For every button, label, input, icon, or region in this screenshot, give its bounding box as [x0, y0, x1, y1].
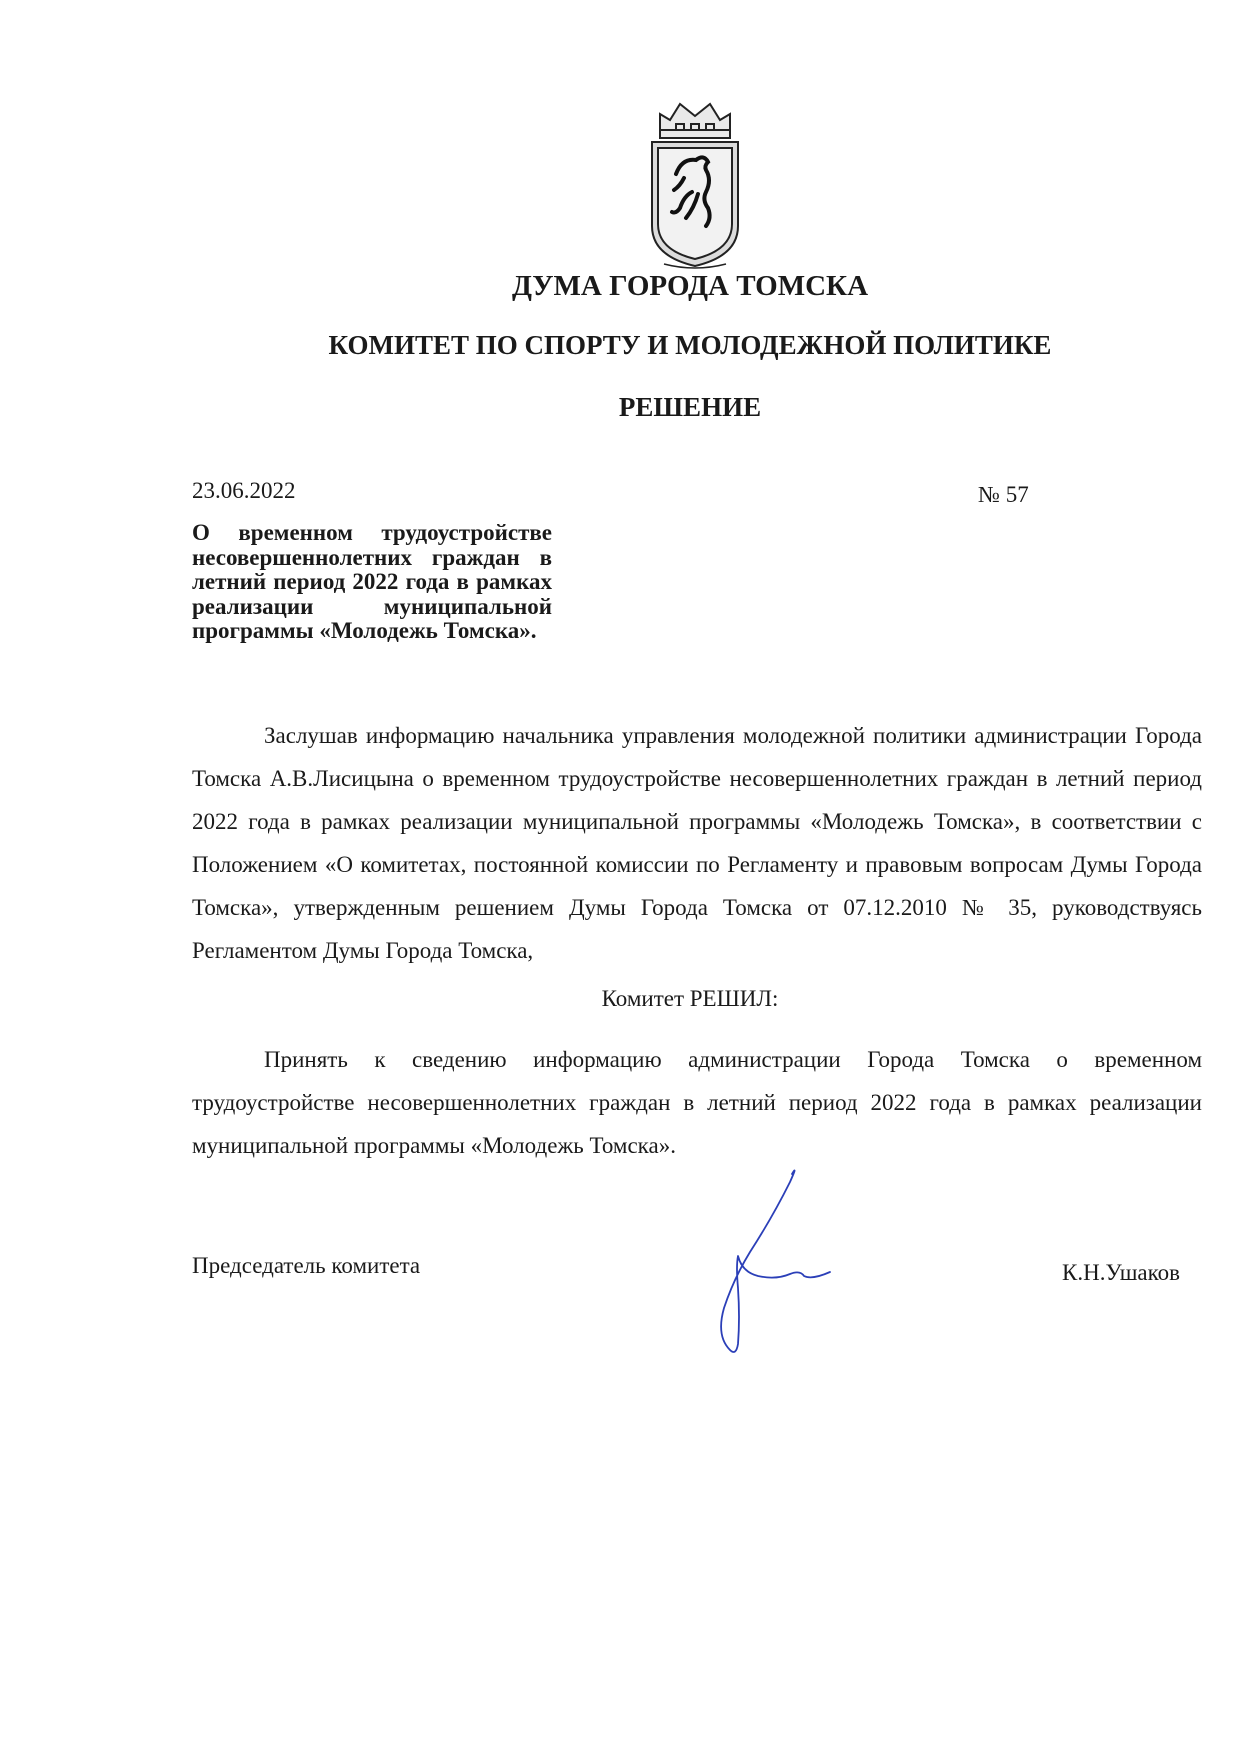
- coat-of-arms-icon: [646, 96, 744, 274]
- decision-number: № 57: [978, 482, 1029, 507]
- handwritten-signature: [680, 1168, 860, 1358]
- document-type: РЕШЕНИЕ: [618, 392, 762, 422]
- organization-title: ДУМА ГОРОДА ТОМСКА: [511, 270, 869, 302]
- resolved-heading: Комитет РЕШИЛ:: [601, 986, 779, 1011]
- decision-date: 23.06.2022: [192, 478, 296, 503]
- signatory-name: К.Н.Ушаков: [1062, 1260, 1180, 1285]
- decision-subject: О временном трудоустройстве несовершеннолетних граждан в летний период 2022 года в рамках реализации муниципальной программы «Молодежь Томска».: [192, 520, 552, 643]
- signatory-title: Председатель комитета: [192, 1253, 421, 1278]
- preamble-paragraph: Заслушав информацию начальника управления молодежной политики администрации Города Томска А.В.Лисицына о временном трудоустройстве несовершеннолетних граждан в летний период 2022 года в рамках реализации муниципальной программы «Молодежь Томска», в соответствии с Положением «О комитетах, постоянной комиссии по Регламенту и правовым вопросам Думы Города Томска», утвержденным решением Думы Города Томска от 07.12.2010 № 35, руководствуясь Регламентом Думы Города Томска,: [192, 723, 1202, 963]
- resolution-paragraph: Принять к сведению информацию администрации Города Томска о временном трудоустройстве несовершеннолетних граждан в летний период 2022 года в рамках реализации муниципальной программы «Молодежь Томска».: [192, 1047, 1202, 1158]
- committee-title: КОМИТЕТ ПО СПОРТУ И МОЛОДЕЖНОЙ ПОЛИТИКЕ: [328, 330, 1052, 360]
